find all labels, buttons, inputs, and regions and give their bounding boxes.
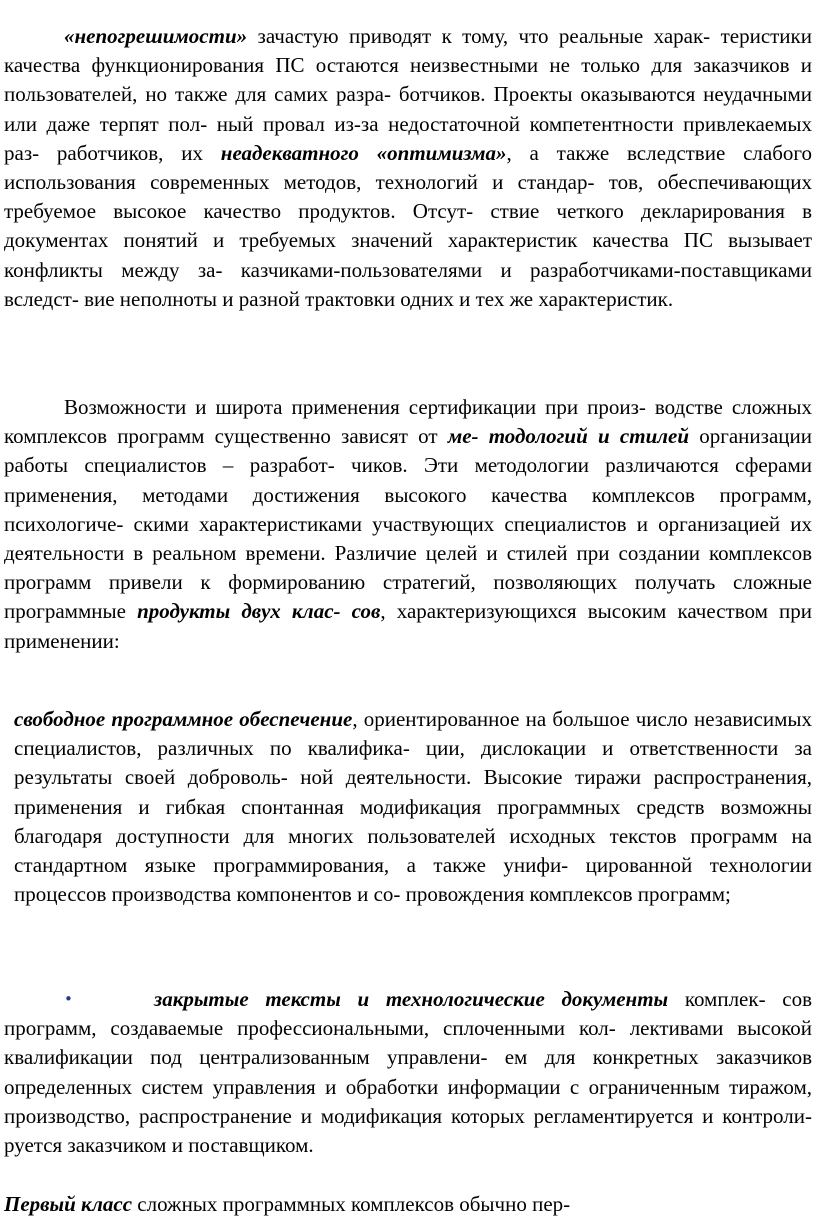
paragraph-text: Возможности и широта применения сертификации при произ- водстве сложных комплексов программ существенно зависят от xyxy=(4,395,812,449)
emphasis-two-classes: продукты двух клас- сов xyxy=(137,599,381,624)
emphasis-inadequate-optimism: неадекватного «оптимизма» xyxy=(220,140,507,165)
paragraph-text: , характеризующихся высоким качеством при применении: xyxy=(4,599,812,653)
paragraph-text: зачастую приводят к тому, что реальные харак- теристики качества функционирования ПС остаются неизвестными не только для заказчиков и пользователей, но также для самих разра- ботчиков. Проекты оказываются неудачными или даже терпят пол- ный провал из-за недостаточной компетентности привлекаемых раз- работчиков, их xyxy=(4,24,812,165)
paragraph-text: комплек- сов программ, создаваемые профессиональными, сплоченными кол- лективами высокой квалификации под централизованным управлени- ем для конкретных заказчиков определенных систем управления и обработки информации с ограниченным тиражом, производство, распространение и модификация которых регламентируется и контроли- руется заказчиком и поставщиком. xyxy=(4,987,812,1158)
paragraph-certification-methodologies xyxy=(4,393,812,656)
emphasis-closed-texts: закрытые тексты и технологические документы xyxy=(154,987,669,1011)
emphasis-first-class: Первый класс xyxy=(4,1192,133,1216)
paragraph-first-class xyxy=(4,1190,812,1219)
paragraph-text: сложных программных комплексов обычно пер- xyxy=(132,1192,571,1216)
emphasis-infallibility: «непогрешимости» xyxy=(64,24,248,48)
paragraph-text: организации работы специалистов – разработ- чиков. Эти методологии различаются сферами применения, методами достижения высокого качества комплексов программ, психологиче- скими характеристиками участвующих специалистов и организацией их деятельности в реальном времени. Различие целей и стилей при создании комплексов программ привели к формированию стратегий, позволяющих получать сложные программные xyxy=(4,424,812,624)
paragraph-text: , ориентированное на большое число независимых специалистов, различных по квалифика- ции, дислокации и ответственности за результаты своей доброволь- ной деятельности. Высокие тиражи распространения, применения и гибкая спонтанная модификация программных средств возможны благодаря доступности для многих пользователей исходных текстов программ на стандартном языке программирования, а также унифи- цированной технологии процессов производства компонентов и со- провождения комплексов программ; xyxy=(14,707,812,907)
paragraph-infallibility xyxy=(4,22,812,314)
emphasis-methodologies-styles: ме- тодологий и стилей xyxy=(447,424,690,449)
paragraph-text: , а также вследствие слабого использования современных методов, технологий и стандар- тов, обеспечивающих требуемое высокое качество продуктов. Отсут- ствие четкого декларирования в документах понятий и требуемых значений характеристик качества ПС вызывает конфликты между за- казчиками-пользователями и разработчиками-поставщиками вследст- вие неполноты и разной трактовки одних и тех же характеристик. xyxy=(4,140,812,311)
list-item-free-software xyxy=(14,705,812,909)
bullet-icon: • xyxy=(64,990,73,1008)
emphasis-free-software: свободное программное обеспечение xyxy=(14,707,353,731)
list-item-closed-texts xyxy=(4,985,812,1160)
